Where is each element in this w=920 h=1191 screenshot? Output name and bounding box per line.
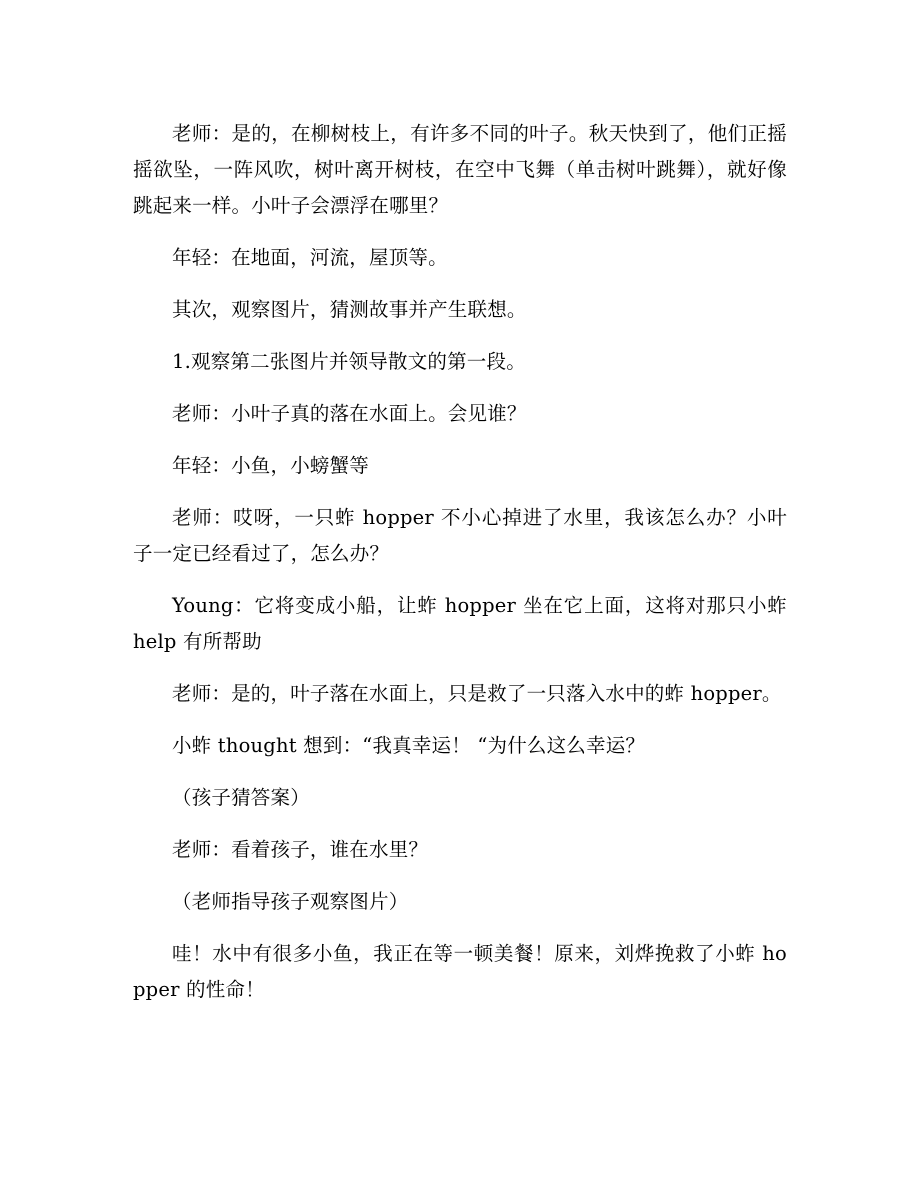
paragraph-grasshopper-thought: 小蚱 thought 想到：“我真幸运！ “为什么这么幸运？ xyxy=(172,734,646,757)
paragraph-young-ground-river: 年轻：在地面，河流，屋顶等。 xyxy=(172,246,448,269)
paragraph-observe-pictures: 其次，观察图片，猜测故事并产生联想。 xyxy=(172,298,527,321)
paragraph-teacher-saved: 老师：是的，叶子落在水面上，只是救了一只落入水中的蚱 hopper。 xyxy=(172,682,782,705)
paragraph-teacher-willow-leaves: 老师：是的，在柳树枝上，有许多不同的叶子。秋天快到了，他们正摇摇欲坠，一阵风吹，树叶离开树枝，在空中飞舞（单击树叶跳舞），就好像跳起来一样。小叶子会漂浮在哪里？ xyxy=(133,122,787,217)
paragraph-observe-second-picture: 1.观察第二张图片并领导散文的第一段。 xyxy=(172,350,526,373)
paragraph-young-fish-crab: 年轻：小鱼，小螃蟹等 xyxy=(172,454,370,477)
paragraph-young-boat: Young：它将变成小船，让蚱 hopper 坐在它上面，这将对那只小蚱 help 有所帮助 xyxy=(133,594,787,653)
paragraph-teacher-meet-who: 老师：小叶子真的落在水面上。会见谁？ xyxy=(172,402,527,425)
paragraph-children-guess: （孩子猜答案） xyxy=(172,786,310,809)
document-body xyxy=(133,116,787,1024)
paragraph-teacher-who-in-water: 老师：看着孩子，谁在水里？ xyxy=(172,838,429,861)
paragraph-teacher-guides: （老师指导孩子观察图片） xyxy=(172,890,409,913)
paragraph-fish-feast: 哇！水中有很多小鱼，我正在等一顿美餐！原来，刘烨挽救了小蚱 hopper 的性命！ xyxy=(133,942,787,1001)
paragraph-teacher-grasshopper-fell: 老师：哎呀，一只蚱 hopper 不小心掉进了水里，我该怎么办？小叶子一定已经看过了，怎么办？ xyxy=(133,506,787,565)
